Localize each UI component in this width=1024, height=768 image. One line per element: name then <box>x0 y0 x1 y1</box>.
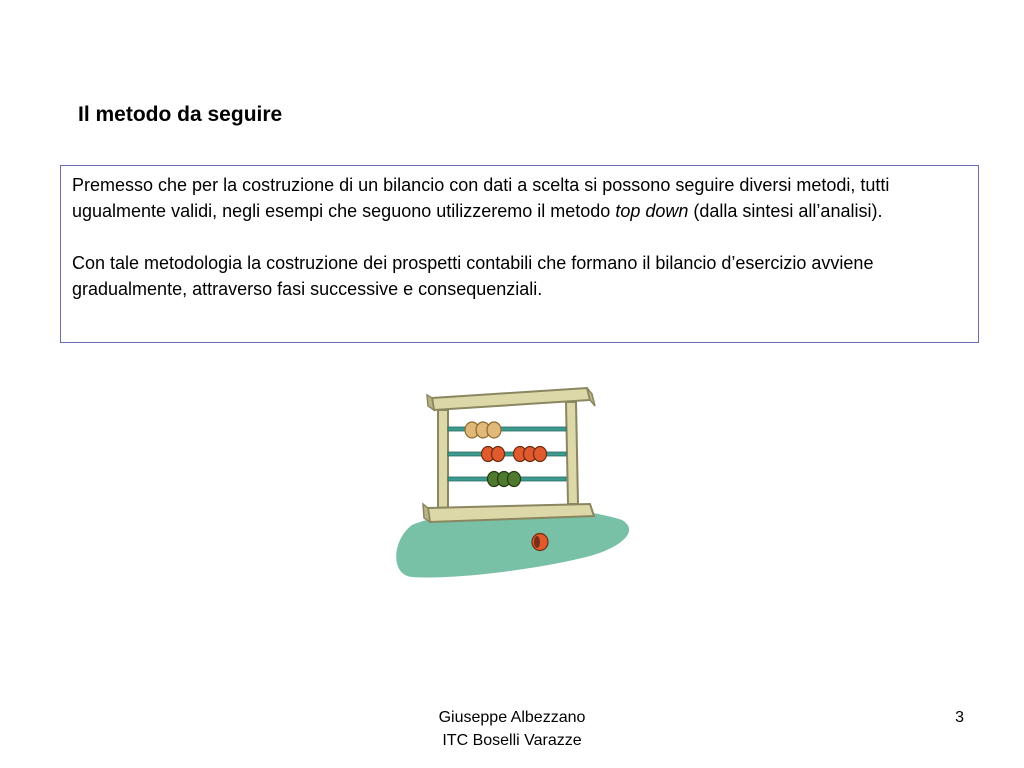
abacus-right-post <box>566 402 578 504</box>
paragraph-methodology: Con tale metodologia la costruzione dei prospetti contabili che formano il bilancio d’esercizio avviene gradualmente, attraverso fasi successive e consequenziali. <box>72 253 874 299</box>
slide-title: Il metodo da seguire <box>78 103 283 126</box>
beads-row-middle <box>482 447 547 462</box>
content-textbox <box>60 165 979 343</box>
paragraph-method <box>72 172 972 224</box>
footer-author: Giuseppe Albezzano <box>438 709 586 726</box>
paragraph-method-text-before: Premesso che per la costruzione di un bilancio con dati a scelta si possono seguire diversi metodi, tutti ugualmente validi, negli esempi che seguono utilizzeremo il metodo <box>72 175 890 221</box>
abacus-rod-middle <box>448 452 566 456</box>
footer-school: ITC Boselli Varazze <box>442 732 582 749</box>
abacus-left-post <box>438 410 448 508</box>
abacus-icon <box>392 380 637 580</box>
paragraph-method-emphasis: top down <box>615 201 689 221</box>
paragraph-method-text-after: (dalla sintesi all’analisi). <box>688 201 883 221</box>
beads-row-top <box>465 422 501 438</box>
footer <box>362 706 662 752</box>
beads-row-bottom <box>488 472 521 487</box>
page-number: 3 <box>955 709 964 726</box>
